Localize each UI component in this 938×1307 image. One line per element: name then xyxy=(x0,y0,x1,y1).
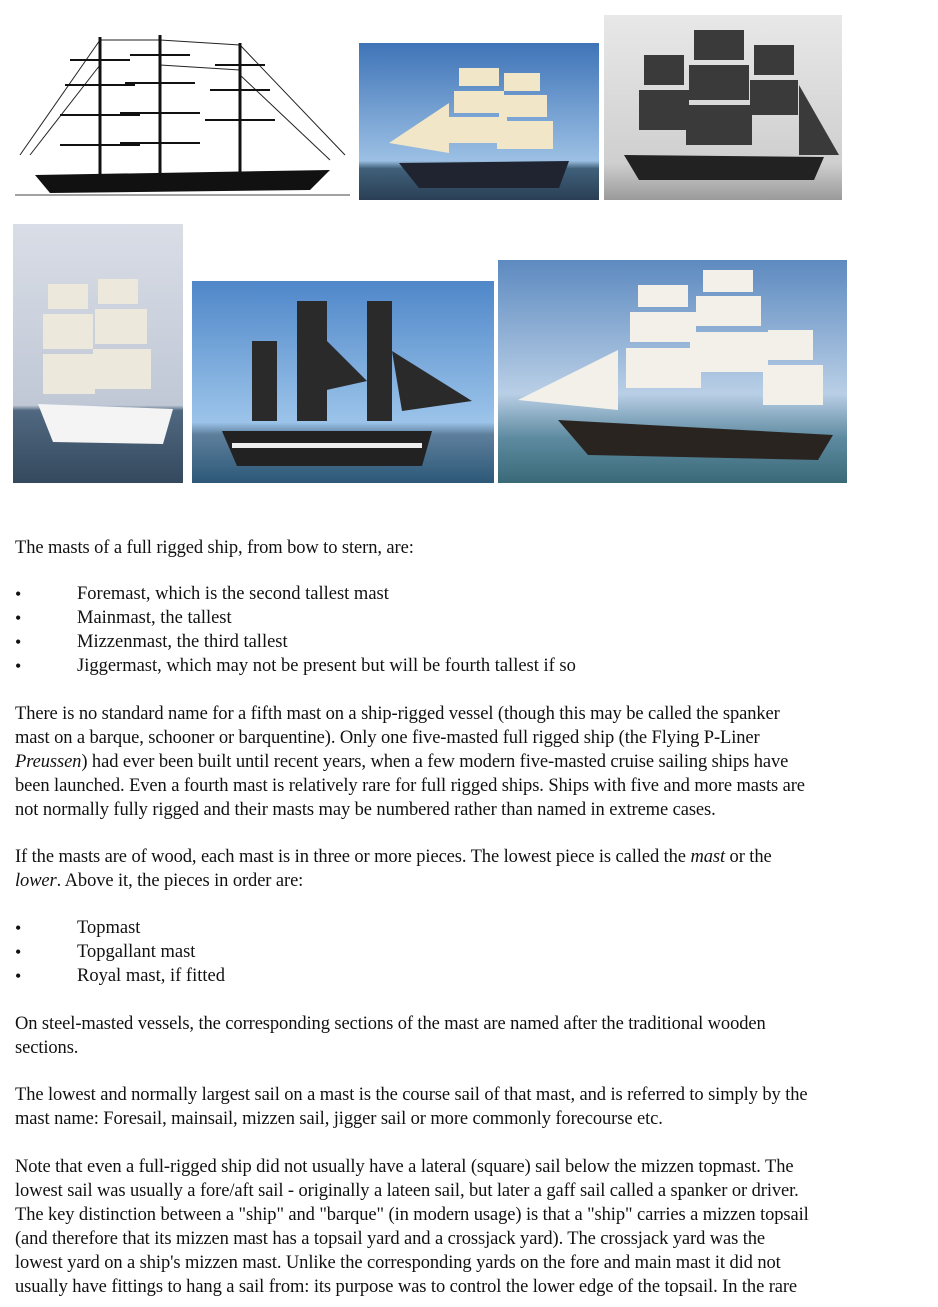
bullet: • xyxy=(15,966,22,986)
ship-name-preussen: Preussen xyxy=(15,752,82,772)
list-item: Foremast, which is the second tallest mast xyxy=(77,584,389,604)
ship-line-drawing xyxy=(10,25,355,200)
text-span: . Above it, the pieces in order are: xyxy=(56,871,304,891)
tall-ship-white-sails-blue-sky xyxy=(359,43,599,200)
bullet: • xyxy=(15,632,22,652)
black-white-striped-tall-ship-harbor xyxy=(192,281,494,483)
bullet: • xyxy=(15,942,22,962)
bullet: • xyxy=(15,656,22,676)
text-line: On steel-masted vessels, the corresponding sections of the mast are named after the traditional wooden xyxy=(15,1014,766,1034)
list-item: Topgallant mast xyxy=(77,942,196,962)
text-line: usually have fittings to hang a sail from: its purpose was to control the lower edge of the topsail. In the rare xyxy=(15,1277,798,1297)
text-line: mast on a barque, schooner or barquentine). Only one five-masted full rigged ship (the Flying P-Liner xyxy=(15,728,760,748)
text-line: There is no standard name for a fifth mast on a ship-rigged vessel (though this may be called the spanker xyxy=(15,704,780,724)
list-item: Mainmast, the tallest xyxy=(77,608,232,628)
text-line: sections. xyxy=(15,1038,79,1058)
text-line: Note that even a full-rigged ship did not usually have a lateral (square) sail below the mizzen topmast. The xyxy=(15,1157,794,1177)
bullet: • xyxy=(15,584,22,604)
list-item: Mizzenmast, the third tallest xyxy=(77,632,288,652)
bullet: • xyxy=(15,608,22,628)
term-lower: lower xyxy=(15,871,57,891)
text-span: If the masts are of wood, each mast is in three or more pieces. The lowest piece is called the xyxy=(15,847,691,867)
text-line: been launched. Even a fourth mast is relatively rare for full rigged ships. Ships with five and more masts are xyxy=(15,776,805,796)
white-hull-tall-ship xyxy=(13,224,183,483)
list-item: Royal mast, if fitted xyxy=(77,966,225,986)
text-line: not normally fully rigged and their masts may be numbered rather than named in extreme cases. xyxy=(15,800,716,820)
text-line: The lowest and normally largest sail on a mast is the course sail of that mast, and is referred to simply by the xyxy=(15,1085,808,1105)
term-mast: mast xyxy=(690,847,726,867)
text-line: lowest yard on a ship's mizzen mast. Unlike the corresponding yards on the fore and main mast it did not xyxy=(15,1253,781,1273)
list-item: Jiggermast, which may not be present but will be fourth tallest if so xyxy=(77,656,576,676)
text-line: lowest sail was usually a fore/aft sail - originally a lateen sail, but later a gaff sail called a spanker or driver. xyxy=(15,1181,799,1201)
text-line: The key distinction between a "ship" and "barque" (in modern usage) is that a "ship" carries a mizzen topsail xyxy=(15,1205,809,1225)
text-span: or the xyxy=(725,847,772,867)
text-line xyxy=(15,845,772,869)
text-line: mast name: Foresail, mainsail, mizzen sail, jigger sail or more commonly forecourse etc. xyxy=(15,1109,663,1129)
intro-text: The masts of a full rigged ship, from bow to stern, are: xyxy=(15,538,414,558)
clipper-ship-painting xyxy=(498,260,847,483)
text-span: ) had ever been built until recent years, when a few modern five-masted cruise sailing ships have xyxy=(81,752,789,772)
text-line xyxy=(15,750,788,774)
text-line: (and therefore that its mizzen mast has a topsail yard and a crossjack yard). The crossjack yard was the xyxy=(15,1229,766,1249)
list-item: Topmast xyxy=(77,918,141,938)
text-line xyxy=(15,869,303,893)
bullet: • xyxy=(15,918,22,938)
clipper-ship-black-and-white-photo xyxy=(604,15,842,200)
